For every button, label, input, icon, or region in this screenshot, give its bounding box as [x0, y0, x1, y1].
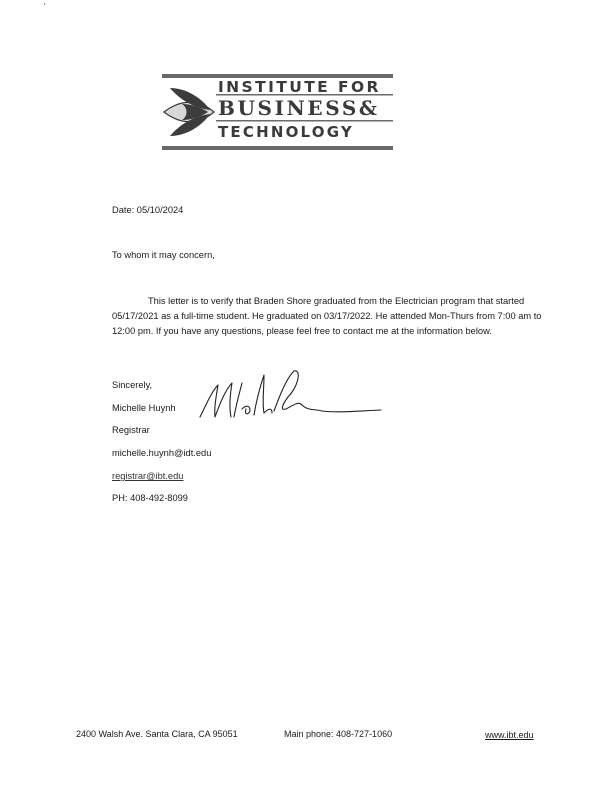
letter-body	[112, 294, 552, 339]
handwritten-signature	[198, 365, 383, 425]
corner-mark: '	[44, 2, 46, 11]
footer-main-phone: Main phone: 408-727-1060	[284, 729, 393, 739]
office-email-link[interactable]: registrar@ibt.edu	[112, 471, 184, 481]
footer-website-link[interactable]: www.ibt.edu	[485, 730, 534, 740]
logo-line-institute: INSTITUTE FOR	[218, 78, 381, 96]
institute-logo	[160, 74, 393, 154]
signer-name: Michelle Huynh	[112, 403, 176, 413]
signer-email: michelle.huynh@idt.edu	[112, 448, 212, 458]
letter-body-text: This letter is to verify that Braden Shore graduated from the Electrician program that started 05/17/2021 as a full-time student. He graduated on 03/17/2022. He attended Mon-Thurs from 7:00 am to 12:00 pm. If you have any questions, please feel free to contact me at the information below.	[112, 296, 542, 336]
logo-line-business: BUSINESS&	[218, 96, 380, 120]
signer-title: Registrar	[112, 425, 150, 435]
logo-line-technology: TECHNOLOGY	[218, 123, 354, 141]
salutation: To whom it may concern,	[112, 250, 215, 260]
footer-address: 2400 Walsh Ave. Santa Clara, CA 95051	[76, 729, 238, 739]
closing: Sincerely,	[112, 380, 153, 390]
letter-date: Date: 05/10/2024	[112, 205, 184, 215]
signer-phone: PH: 408-492-8099	[112, 493, 188, 503]
